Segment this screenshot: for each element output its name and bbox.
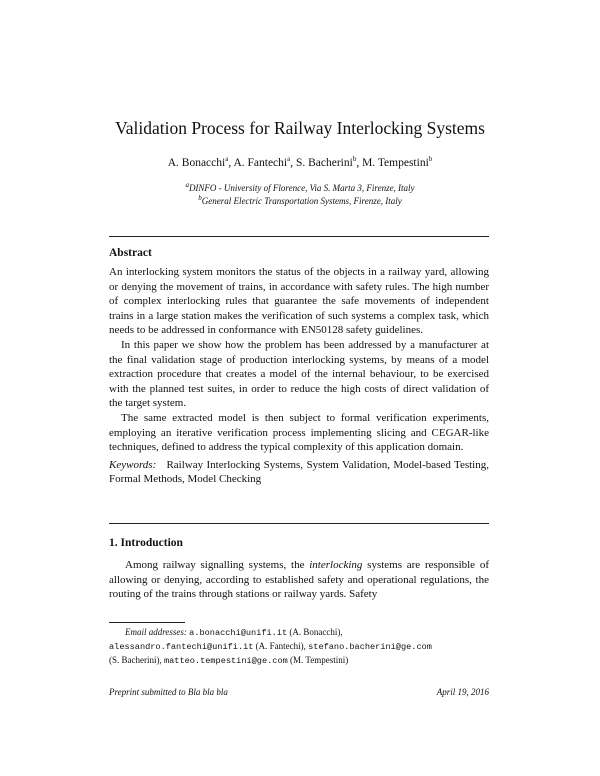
abstract-bottom-rule: [109, 523, 489, 524]
author-separator: ,: [356, 156, 363, 169]
affiliation-text: General Electric Transportation Systems, Firenze, Italy: [201, 196, 402, 206]
author-separator: ,: [228, 156, 234, 169]
affiliation-mark: b: [198, 194, 202, 202]
author-list: [0, 155, 600, 169]
abstract-heading: Abstract: [109, 247, 152, 259]
preprint-date: April 19, 2016: [436, 687, 489, 697]
keywords-label: Keywords:: [109, 458, 157, 471]
affiliation-text: DINFO - University of Florence, Via S. Marta 3, Firenze, Italy: [188, 183, 415, 193]
intro-emphasis: interlocking: [309, 559, 363, 571]
preprint-note: Preprint submitted to Bla bla bla: [109, 687, 228, 697]
email-link[interactable]: stefano.bacherini@ge.com: [308, 642, 432, 652]
section-heading-introduction: 1. Introduction: [109, 537, 183, 549]
email-link[interactable]: a.bonacchi@unifi.it: [189, 628, 288, 638]
introduction-paragraph: [109, 558, 489, 602]
author-separator: ,: [290, 156, 296, 169]
email-owner: (A. Bonacchi),: [289, 627, 343, 637]
intro-text: Among railway signalling systems, the: [125, 559, 310, 571]
email-owner: (A. Fantechi),: [255, 641, 306, 651]
email-link[interactable]: matteo.tempestini@ge.com: [163, 656, 288, 666]
paper-title: Validation Process for Railway Interlocking Systems: [115, 118, 485, 138]
abstract-paragraph: In this paper we show how the problem has been addressed by a manufacturer at the final validation stage of production interlocking systems, by means of a model extraction procedure that creates a model of the internal behaviour, to be exercised with the planned test suites, in order to reduce the high costs of direct validation of the target system.: [109, 338, 489, 410]
footnote-rule: [109, 622, 185, 623]
email-link[interactable]: alessandro.fantechi@unifi.it: [109, 642, 254, 652]
email-owner: (M. Tempestini): [290, 655, 349, 665]
author-affil-mark: b: [428, 155, 433, 163]
footnote-label: Email addresses:: [125, 627, 187, 637]
author-name: M. Tempestini: [362, 156, 429, 169]
intro-text: systems are responsible of allowing or denying, according to established safety and operational regulations, the routing of the trains through stations or railway yards. Safety: [109, 559, 489, 601]
keywords-list: Railway Interlocking Systems, System Validation, Model-based Testing, Formal Methods, Model Checking: [109, 458, 489, 486]
affiliation-a: [0, 181, 600, 193]
author-name: A. Fantechi: [233, 156, 288, 169]
affiliation-b: [0, 194, 600, 206]
footnote-emails: [109, 626, 489, 668]
abstract-body: [109, 265, 489, 487]
author-affil-mark: a: [225, 155, 229, 163]
author-affil-mark: a: [287, 155, 291, 163]
abstract-top-rule: [109, 236, 489, 237]
email-owner: (S. Bacherini),: [109, 655, 162, 665]
keywords: [109, 458, 489, 487]
affiliation-mark: a: [185, 181, 189, 189]
author-affil-mark: b: [352, 155, 357, 163]
author-name: S. Bacherini: [295, 156, 353, 169]
abstract-paragraph: An interlocking system monitors the status of the objects in a railway yard, allowing or denying the movement of trains, in accordance with safety rules. The high number of complex interlocking rules that guarantee the safe movements of independent trains in a large station makes the verification of such systems a complex task, which needs to be addressed in conformance with EN50128 safety guidelines.: [109, 266, 489, 337]
abstract-paragraph: The same extracted model is then subject to formal verification experiments, employing an iterative verification process implementing slicing and CEGAR-like techniques, defined to address the typical complexity of this application domain.: [109, 411, 489, 454]
author-name: A. Bonacchi: [167, 156, 226, 169]
